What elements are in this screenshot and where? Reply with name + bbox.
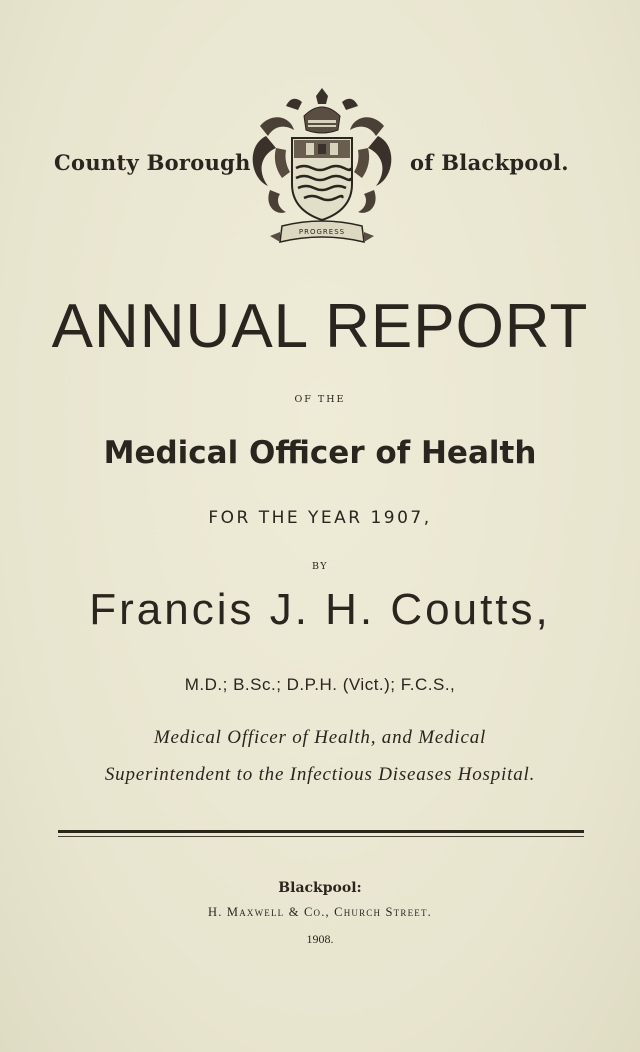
author-role-line-1: Medical Officer of Health, and Medical [153,727,487,748]
imprint-date: 1908. [306,932,334,946]
author-qualifications: M.D.; B.Sc.; D.P.H. (Vict.); F.C.S., [184,675,456,694]
author-name: Francis J. H. Coutts, [89,585,551,634]
author-role-line-2: Superintendent to the Infectious Diseases Hospital. [104,764,536,785]
of-the-label: OF THE [294,394,346,405]
header-of-blackpool: of Blackpool. [410,150,569,175]
double-rule-thick [58,830,584,833]
header-county-borough: County Borough [54,150,251,175]
by-label: BY [311,561,329,572]
imprint-publisher: H. Maxwell & Co., Church Street. [208,905,432,919]
imprint-place: Blackpool: [278,880,362,896]
coat-of-arms-crest [246,86,398,258]
year-line: FOR THE YEAR 1907, [208,508,432,528]
report-title: ANNUAL REPORT [51,292,589,361]
double-rule-thin [58,836,584,837]
report-subject: Medical Officer of Health [103,435,537,471]
crest-motto: PROGRESS [298,228,346,236]
